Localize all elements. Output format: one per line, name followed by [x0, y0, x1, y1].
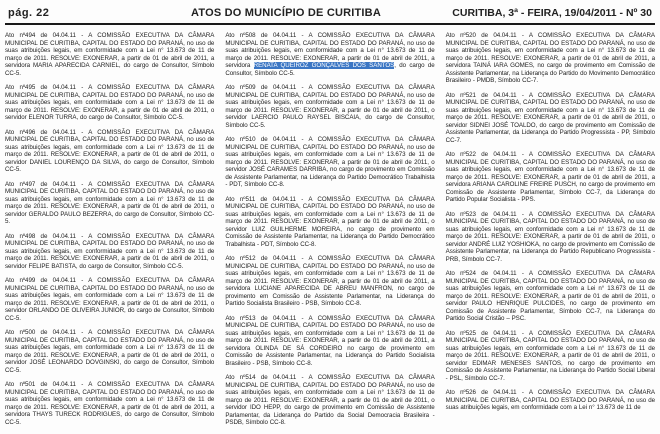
act-paragraph [5, 381, 214, 426]
act-paragraph [446, 151, 655, 204]
act-text: Ato nº508 de 04.04.11 - A COMISSÃO EXECUTIVA DA CÂMARA MUNICIPAL DE CURITIBA, CAPITAL DO ESTADO DO PARANÁ, no uso de suas atribuições legais, em conformidade com a Lei n° 13.673 de 11 de março de 2011. RESOLVE: EXONERAR, a partir de 01 de abril de 2011, a servidora [225, 32, 435, 69]
act-paragraph [5, 129, 214, 174]
act-text: Ato nº496 de 04.04.11 - A COMISSÃO EXECUTIVA DA CÂMARA MUNICIPAL DE CURITIBA, CAPITAL DO ESTADO DO PARANÁ, no uso de suas atribuições legais, em conformidade com a Lei n° 13.673 de 11 de março de 2011. RESOLVE: EXONERAR, a partir de 01 de abril de 2011, o servidor DANIEL LOURENÇO DA SILVA, do cargo de Consultor, Símbolo CC-5. [5, 128, 215, 173]
gazette-title: ATOS DO MUNICÍPIO DE CURITIBA [191, 7, 381, 19]
act-text: Ato nº525 de 04.04.11 - A COMISSÃO EXECUTIVA DA CÂMARA MUNICIPAL DE CURITIBA, CAPITAL DO ESTADO DO PARANÁ, no uso de suas atribuições legais, em conformidade com a Lei n° 13.673 de 11 de março de 2011. RESOLVE: EXONERAR, a partir de 01 de abril de 2011, o servidor EDIMAR MENESES SANTOS, no cargo de provimento em Comissão de Assistente Parlamentar, na Liderança do Partido Social Liberal - PSL, Símbolo CC-7. [445, 329, 655, 382]
act-text: Ato nº524 de 04.04.11 - A COMISSÃO EXECUTIVA DA CÂMARA MUNICIPAL DE CURITIBA, CAPITAL DO ESTADO DO PARANÁ, no uso de suas atribuições legais, em conformidade com a Lei n° 13.673 de 11 de março de 2011. RESOLVE: EXONERAR, a partir de 01 de abril de 2011, o servidor PAULO HENRIQUE PULCIDES, no cargo de provimento em Comissão de Assistente Parlamentar, Símbolo CC-7, na Liderança do Partido Social Cristão – PSC. [445, 270, 655, 322]
act-text: Ato nº509 de 04.04.11 - A COMISSÃO EXECUTIVA DA CÂMARA MUNICIPAL DE CURITIBA, CAPITAL DO ESTADO DO PARANÁ, no uso de suas atribuições legais, em conformidade com a Lei n° 13.673 de 11 de março de 2011. RESOLVE: EXONERAR, a partir de 01 de abril de 2011, o servidor LAERCIO PAULO RAYSEL BISCAIA, do cargo de Consultor, Símbolo CC-5. [225, 84, 435, 129]
act-text: Ato nº513 de 04.04.11 - A COMISSÃO EXECUTIVA DA CÂMARA MUNICIPAL DE CURITIBA, CAPITAL DO ESTADO DO PARANÁ, no uso de suas atribuições legais, em conformidade com a Lei n° 13.673 de 11 de março de 2011. RESOLVE: EXONERAR, a partir de 01 de abril de 2011, a servidora OLINDA DE SÁ CORDEIRO no cargo de provimento em Comissão de Assistente Parlamentar, na Liderança do Partido Socialista Brasileiro - PSB, Símbolo CC-8. [225, 314, 435, 367]
text-column-3 [446, 32, 655, 434]
masthead [5, 0, 655, 25]
acts-body [5, 25, 655, 434]
act-text: Ato nº499 de 04.04.11 - A COMISSÃO EXECUTIVA DA CÂMARA MUNICIPAL DE CURITIBA, CAPITAL DO ESTADO DO PARANÁ, no uso de suas atribuições legais, em conformidade com a Lei n° 13.673 de 11 de março de 2011. RESOLVE: EXONERAR, a partir de 01 de abril de 2011, o servidor ORLANDO DE OLIVEIRA JUNIOR, do cargo de Consultor, Símbolo CC-5. [5, 277, 215, 322]
act-paragraph [225, 196, 434, 249]
act-text: , do cargo de Consultor, Símbolo CC-5. [225, 62, 435, 77]
act-paragraph [225, 84, 434, 129]
act-text: Ato nº512 de 04.04.11 - A COMISSÃO EXECUTIVA DA CÂMARA MUNICIPAL DE CURITIBA, CAPITAL DO ESTADO DO PARANÁ, no uso de suas atribuições legais, em conformidade com a Lei n° 13.673 de 11 de março de 2011. RESOLVE: EXONERAR, a partir de 01 de abril de 2011, a servidora LUCIANE APARECIDA DE ABREU MANFRON, no cargo de provimento em Comissão de Assistente Parlamentar, na Liderança do Partido Socialista Brasileiro - PSB, Símbolo CC-8. [225, 255, 435, 307]
act-text: Ato nº511 de 04.04.11 - A COMISSÃO EXECUTIVA DA CÂMARA MUNICIPAL DE CURITIBA, CAPITAL DO ESTADO DO PARANÁ, no uso de suas atribuições legais, em conformidade com a Lei n° 13.673 de 11 de março de 2011. RESOLVE: EXONERAR, a partir de 01 de abril de 2011, o servidor LUIZ GUILHERME MOREIRA, no cargo de provimento em Comissão de Assistente Parlamentar, na Liderança do Partido Democrático Trabalhista - PDT, Símbolo CC-8. [225, 195, 435, 248]
act-text: Ato nº500 de 04.04.11 - A COMISSÃO EXECUTIVA DA CÂMARA MUNICIPAL DE CURITIBA, CAPITAL DO ESTADO DO PARANÁ, no uso de suas atribuições legais, em conformidade com a Lei n° 13.673 de 11 de março de 2011. RESOLVE: EXONERAR, a partir de 01 de abril de 2011, o servidor JOSÉ LEONARDO DOVGINSKI, do cargo de Consultor, Símbolo CC-5. [5, 329, 215, 374]
act-paragraph [225, 255, 434, 308]
act-text: Ato nº522 de 04.04.11 - A COMISSÃO EXECUTIVA DA CÂMARA MUNICIPAL DE CURITIBA, CAPITAL DO ESTADO DO PARANÁ, no uso de suas atribuições legais, em conformidade com a Lei n° 13.673 de 11 de março de 2011. RESOLVE: EXONERAR, a partir de 01 de abril de 2011, a servidora ARIANA CAROLINE FREIRE PUSCH, no cargo de provimento em Comissão de Assistente Parlamentar, Símbolo CC-7, da Liderança do Partido Popular Socialista - PPS. [445, 151, 655, 203]
selected-text: RENATA QUEIROZ GONÇALVES DOS SANTOS [253, 62, 395, 69]
act-paragraph [446, 389, 655, 412]
act-text: Ato nº523 de 04.04.11 - A COMISSÃO EXECUTIVA DA CÂMARA MUNICIPAL DE CURITIBA, CAPITAL DO ESTADO DO PARANÁ, no uso de suas atribuições legais, em conformidade com a Lei n° 13.673 de 11 de março de 2011. RESOLVE: EXONERAR, a partir de 01 de abril de 2011, o servidor ANDRÉ LUIZ YOSHIOKA, no cargo de provimento em Comissão de Assistente Parlamentar, na Liderança do Partido Republicano Progressista - PRB, Símbolo CC-7. [445, 210, 655, 263]
act-text: Ato nº510 de 04.04.11 - A COMISSÃO EXECUTIVA DA CÂMARA MUNICIPAL DE CURITIBA, CAPITAL DO ESTADO DO PARANÁ, no uso de suas atribuições legais, em conformidade com a Lei n° 13.673 de 11 de março de 2011. RESOLVE: EXONERAR, a partir de 01 de abril de 2011, o servidor JOSÉ CARAMES DARRIBA, no cargo de provimento em Comissão de Assistente Parlamentar, na Liderança do Partido Democrático Trabalhista - PDT, Símbolo CC-8. [225, 136, 435, 188]
act-paragraph [5, 181, 214, 226]
act-paragraph [5, 32, 214, 77]
act-paragraph [225, 315, 434, 368]
act-paragraph [446, 270, 655, 323]
act-text: Ato nº520 de 04.04.11 - A COMISSÃO EXECUTIVA DA CÂMARA MUNICIPAL DE CURITIBA, CAPITAL DO ESTADO DO PARANÁ, no uso de suas atribuições legais, em conformidade com a Lei n° 13.673 de 11 de março de 2011. RESOLVE: EXONERAR, a partir de 01 de abril de 2011, a servidora TAINÁ IARA GOMES, no cargo de provimento em Comissão de Assistente Parlamentar, na Liderança do Partido do Movimento Democrático Brasileiro - PMDB, Símbolo CC-7. [445, 32, 655, 84]
act-text: Ato nº514 de 04.04.11 - A COMISSÃO EXECUTIVA DA CÂMARA MUNICIPAL DE CURITIBA, CAPITAL DO ESTADO DO PARANÁ, no uso de suas atribuições legais, em conformidade com a Lei n° 13.673 de 11 de março de 2011. RESOLVE: EXONERAR, a partir de 01 de abril de 2011, o servidor IDO HEPP, do cargo de provimento em Comissão de Assistente Parlamentar, da Liderança do Partido da Social Democracia Brasileira - PSDB, Símbolo CC-8. [225, 374, 435, 426]
act-text: Ato nº526 de 04.04.11 - A COMISSÃO EXECUTIVA DA CÂMARA MUNICIPAL DE CURITIBA, CAPITAL DO ESTADO DO PARANÁ, no uso de suas atribuições legais, em conformidade com a Lei n° 13.673 de 11 de [445, 389, 655, 411]
act-paragraph [225, 374, 434, 427]
act-paragraph [446, 330, 655, 383]
act-paragraph [5, 233, 214, 271]
act-text: Ato nº498 de 04.04.11 - A COMISSÃO EXECUTIVA DA CÂMARA MUNICIPAL DE CURITIBA, CAPITAL DO ESTADO DO PARANÁ, no uso de suas atribuições legais, em conformidade com a Lei n° 13.673 de 11 de março de 2011. RESOLVE: EXONERAR, a partir de 01 de abril de 2011, o servidor FELIPE BATISTA, do cargo de Consultor, Símbolo CC-5. [5, 232, 215, 270]
act-paragraph [225, 32, 434, 77]
text-column-2 [225, 32, 434, 434]
page-number-label: pág. 22 [8, 7, 50, 19]
text-column-1 [5, 32, 214, 434]
act-paragraph [5, 84, 214, 122]
act-text: Ato nº521 de 04.04.11 - A COMISSÃO EXECUTIVA DA CÂMARA MUNICIPAL DE CURITIBA, CAPITAL DO ESTADO DO PARANÁ, no uso de suas atribuições legais, em conformidade com a Lei n° 13.673 de 11 de março de 2011. RESOLVE: EXONERAR, a partir de 01 de abril de 2011, o servidor SIDNEI JOSÉ TOALDO, do cargo de provimento em Comissão de Assistente Parlamentar, da Liderança do Partido Progressista - PP, Símbolo CC-7. [445, 91, 655, 144]
act-text: Ato nº495 de 04.04.11 - A COMISSÃO EXECUTIVA DA CÂMARA MUNICIPAL DE CURITIBA, CAPITAL DO ESTADO DO PARANÁ, no uso de suas atribuições legais, em conformidade com a Lei n° 13.673 de 11 de março de 2011. RESOLVE: EXONERAR, a partir de 01 de abril de 2011, o servidor ELENOR TURRA, do cargo de Consultor, Símbolo CC-5. [5, 84, 215, 121]
act-paragraph [5, 329, 214, 374]
act-paragraph [446, 211, 655, 264]
edition-label: CURITIBA, 3ª - FEIRA, 19/04/2011 - Nº 30 [452, 7, 652, 19]
act-paragraph [225, 136, 434, 189]
act-paragraph [5, 277, 214, 322]
act-paragraph [446, 92, 655, 145]
act-text: Ato nº494 de 04.04.11 - A COMISSÃO EXECUTIVA DA CÂMARA MUNICIPAL DE CURITIBA, CAPITAL DO ESTADO DO PARANÁ, no uso de suas atribuições legais, em conformidade com a Lei n° 13.673 de 11 de março de 2011. RESOLVE: EXONERAR, a partir de 01 de abril de 2011, a servidora MARIA APARECIDA CARNIEL, do cargo de Consultor, Símbolo CC-5. [5, 32, 215, 77]
act-text: Ato nº501 de 04.04.11 - A COMISSÃO EXECUTIVA DA CÂMARA MUNICIPAL DE CURITIBA, CAPITAL DO ESTADO DO PARANÁ, no uso de suas atribuições legais, em conformidade com a Lei n° 13.673 de 11 de março de 2011. RESOLVE: EXONERAR, a partir de 01 de abril de 2011, a servidora THAYS TURECK RODRIGUES, do cargo de Consultor, Símbolo CC-5. [5, 381, 215, 426]
act-paragraph [446, 32, 655, 85]
act-text: Ato nº497 de 04.04.11 - A COMISSÃO EXECUTIVA DA CÂMARA MUNICIPAL DE CURITIBA, CAPITAL DO ESTADO DO PARANÁ, no uso de suas atribuições legais, em conformidade com a Lei n° 13.673 de 11 de março de 2011. RESOLVE: EXONERAR, a partir de 01 de abril de 2011, o servidor GERALDO PAULO BEZERRA, do cargo de Consultor, Símbolo CC-5. [5, 180, 215, 225]
